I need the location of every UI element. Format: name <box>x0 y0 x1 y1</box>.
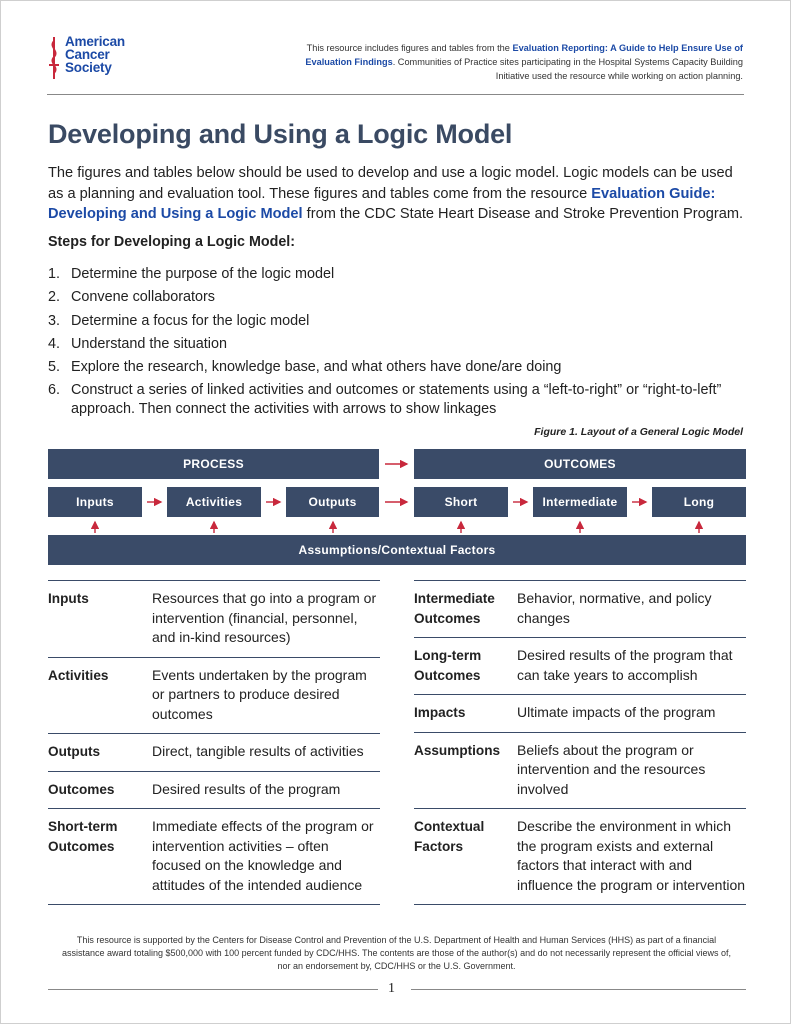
step-number: 2. <box>48 289 61 306</box>
step-item <box>48 263 748 286</box>
step-number: 6. <box>48 382 61 399</box>
definition-desc: Direct, tangible results of activities <box>152 743 364 759</box>
step-number: 3. <box>48 312 61 329</box>
steps-list <box>48 263 748 421</box>
definition-desc: Beliefs about the program or intervention and the resources involved <box>517 741 706 797</box>
definition-term: Inputs <box>48 591 89 606</box>
step-number: 4. <box>48 335 61 352</box>
step-item <box>48 356 748 379</box>
logo-line-2: Cancer <box>65 47 110 62</box>
definition-term: Outputs <box>48 744 101 759</box>
step-item <box>48 286 748 309</box>
step-item <box>48 310 748 333</box>
definition-term: Short-term Outcomes <box>48 819 118 854</box>
definition-row <box>414 637 746 694</box>
definition-row <box>48 808 380 904</box>
step-text: Determine the purpose of the logic model <box>71 266 335 282</box>
intermediate-box: Intermediate <box>533 487 627 517</box>
definition-row <box>48 771 380 809</box>
definition-term: Impacts <box>414 705 466 720</box>
step-text: Determine a focus for the logic model <box>71 312 310 329</box>
funding-disclaimer: This resource is supported by the Centers for Disease Control and Prevention of the U.S. Department of Health and Human Services (HHS) as part of a financial assistance award totaling $500,000 with 100 percent funded by CDC/HHS. The contents are those of the author(s) and do not necessarily represent the official views of, nor an endorsement by, CDC/HHS or the U.S. Government. <box>61 935 732 971</box>
definition-row <box>48 580 380 657</box>
intro-text-1: The figures and tables below should be used to develop and use a logic model. Logic models can be used as a planning and evaluation tool. These figures and tables come from the resource <box>48 165 733 202</box>
header-note <box>303 41 743 83</box>
step-text: Explore the research, knowledge base, and what others have done/are doing <box>71 359 562 376</box>
activities-box: Activities <box>167 487 261 517</box>
outcomes-header-box: OUTCOMES <box>414 449 746 479</box>
long-box: Long <box>652 487 746 517</box>
definition-desc: Desired results of the program <box>152 780 341 797</box>
footer-rule-right <box>411 989 746 990</box>
step-text: Construct a series of linked activities and outcomes or statements using a “left-to-right” or “right-to-left” approach. Then connect the activities with arrows to show linkages <box>71 382 722 418</box>
header-link[interactable]: Evaluation Reporting: A Guide to Help Ensure Use of Evaluation Findings <box>305 43 743 67</box>
steps-title: Steps for Developing a Logic Model: <box>48 234 296 250</box>
definition-desc: Behavior, normative, and policy changes <box>517 590 712 626</box>
outputs-box: Outputs <box>286 487 379 517</box>
left-definition-table <box>48 580 380 905</box>
footer-rule-left <box>48 989 378 990</box>
process-header-box: PROCESS <box>48 449 379 479</box>
definition-desc: Resources that go into a program or intervention (financial, personnel, and in-kind resources) <box>152 590 377 645</box>
logo-line-1: American <box>65 34 125 49</box>
definition-desc: Immediate effects of the program or intervention activities – often focused on the knowledge and attitudes of the intended audience <box>152 818 374 893</box>
definition-row <box>414 808 746 904</box>
step-number: 1. <box>48 266 61 282</box>
definition-row <box>48 657 380 734</box>
step-text: Convene collaborators <box>71 289 215 306</box>
inputs-box: Inputs <box>48 487 142 517</box>
definition-row <box>414 694 746 732</box>
definition-term: Assumptions <box>414 742 501 758</box>
short-box: Short <box>414 487 508 517</box>
definition-desc: Describe the environment in which the program exists and external factors that interact with and influence the program or intervention <box>517 818 746 893</box>
definition-term: Outcomes <box>48 781 115 797</box>
definition-desc: Ultimate impacts of the program <box>517 704 716 720</box>
definition-row <box>48 733 380 771</box>
definition-desc: Desired results of the program that can take years to accomplish <box>517 647 733 683</box>
definition-row <box>414 732 746 809</box>
step-number: 5. <box>48 359 61 376</box>
table-end-rule <box>48 904 380 905</box>
right-definition-table <box>414 580 746 905</box>
definition-term: Activities <box>48 667 109 683</box>
table-end-rule <box>414 904 746 905</box>
logo-line-3: Society <box>65 60 112 75</box>
assumptions-box: Assumptions/Contextual Factors <box>48 535 746 565</box>
intro-link[interactable]: Evaluation Guide: Developing and Using a Logic Model <box>48 185 716 222</box>
step-text: Understand the situation <box>71 335 227 352</box>
header-suffix: . Communities of Practice sites participating in the Hospital Systems Capacity Building Initiative used the resource while working on action planning. <box>392 57 743 81</box>
header-divider <box>47 94 744 95</box>
acs-logo <box>47 35 125 81</box>
definition-desc: Events undertaken by the program or partners to produce desired outcomes <box>152 666 367 722</box>
intro-paragraph <box>48 163 748 225</box>
step-item <box>48 379 748 421</box>
intro-text-2: from the CDC State Heart Disease and Stroke Prevention Program. <box>302 206 744 222</box>
definition-term: Long-term Outcomes <box>414 648 482 683</box>
page-title: Developing and Using a Logic Model <box>48 119 513 149</box>
definition-term: Contextual Factors <box>414 819 485 854</box>
figure-caption: Figure 1. Layout of a General Logic Model <box>534 426 743 438</box>
definition-term: Intermediate Outcomes <box>414 591 495 626</box>
sword-icon <box>47 35 61 81</box>
logo-text <box>65 35 125 74</box>
definition-row <box>414 580 746 637</box>
step-item <box>48 333 748 356</box>
header-prefix: This resource includes figures and tables from the <box>306 43 513 53</box>
page-number: 1 <box>388 981 395 996</box>
